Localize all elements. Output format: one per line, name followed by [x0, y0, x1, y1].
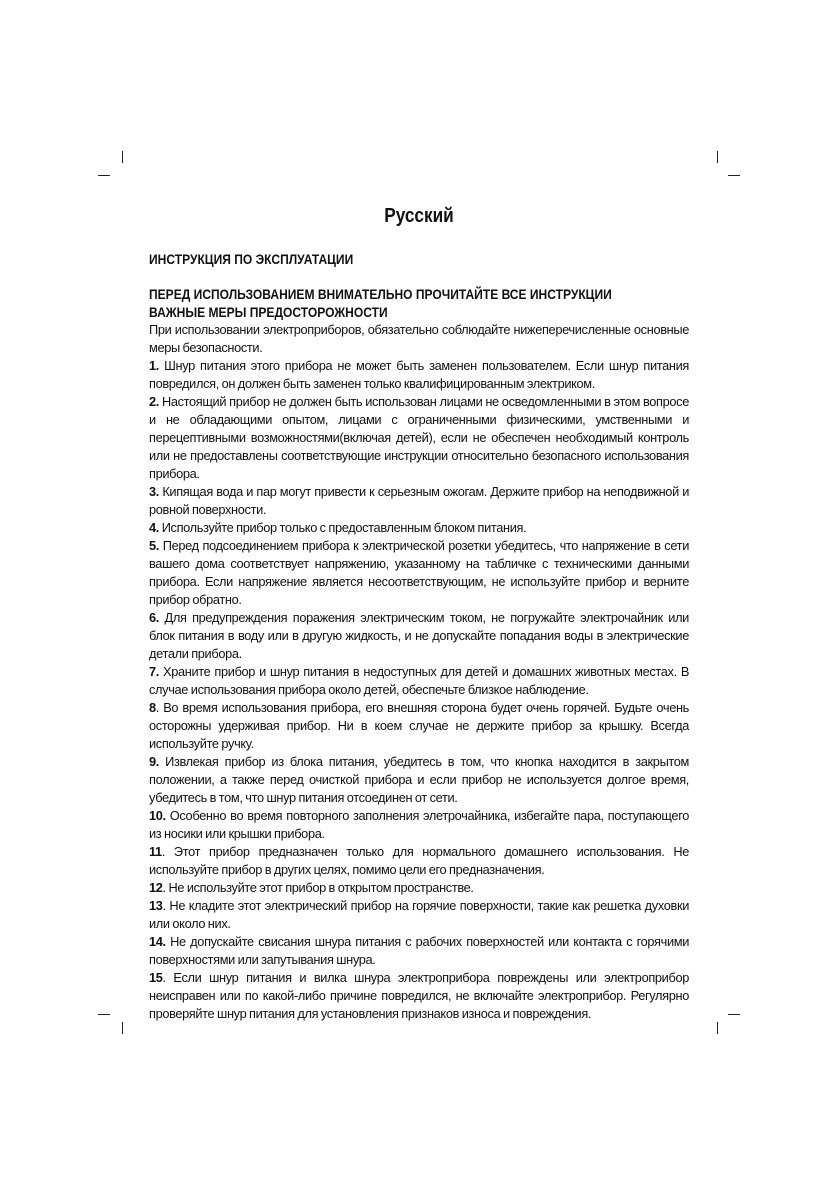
safety-item: [149, 699, 689, 753]
safety-item-number: 6.: [149, 610, 159, 625]
safety-item-number: 5.: [149, 538, 159, 553]
safety-item-number: 15: [149, 970, 163, 985]
safety-item-number: 4.: [149, 520, 159, 535]
crop-mark-bottom-left-horizontal: [98, 1014, 110, 1015]
safety-item-number: 11: [149, 844, 162, 859]
safety-item: [149, 357, 689, 393]
safety-item-number: 7.: [149, 664, 159, 679]
safety-item-number: 3.: [149, 484, 159, 499]
safety-item-number: 1.: [149, 358, 159, 373]
safety-item: [149, 537, 689, 609]
manual-page: [149, 204, 689, 1023]
crop-mark-bottom-right-horizontal: [728, 1014, 740, 1015]
safety-item-number: 2.: [149, 394, 159, 409]
safety-item-number: 8: [149, 700, 156, 715]
safety-item-number: 9.: [149, 754, 159, 769]
safety-item: [149, 807, 689, 843]
safety-item: [149, 843, 689, 879]
safety-item: [149, 897, 689, 933]
safety-item-number: 13: [149, 898, 163, 913]
safety-item-text: Перед подсоединением прибора к электрической розетки убедитесь, что напряжение в сети вашего дома соответствует напряжению, указанному на табличке с техническими данными прибора. Если напряжение является несоответствующим, не используйте прибор и верните прибор обратно.: [149, 538, 689, 607]
safety-item-number: 10.: [149, 808, 166, 823]
safety-item: [149, 393, 689, 483]
safety-item-text: Не допускайте свисания шнура питания с рабочих поверхностей или контакта с горячими поверхностями или запутывания шнура.: [149, 934, 689, 967]
safety-item-text: . Не используйте этот прибор в открытом пространстве.: [162, 880, 474, 895]
safety-item-text: . Если шнур питания и вилка шнура электроприбора повреждены или электроприбор неисправен или по какой-либо причине повредился, не включайте электроприбор. Регулярно проверяйте шнур питания для установления признаков износа и повреждения.: [149, 970, 689, 1021]
safety-items-list: [149, 357, 689, 1023]
safety-item: [149, 933, 689, 969]
language-title: Русский: [384, 205, 454, 227]
safety-item: [149, 519, 689, 537]
crop-mark-top-left-horizontal: [98, 175, 110, 176]
safety-item: [149, 879, 689, 897]
safety-item: [149, 753, 689, 807]
safety-item: [149, 483, 689, 519]
safety-item-text: Используйте прибор только с предоставленным блоком питания.: [158, 520, 527, 535]
safety-item-text: Извлекая прибор из блока питания, убедитесь в том, что кнопка находится в закрытом положении, а также перед очисткой прибора и если прибор не используется долгое время, убедитесь в том, что шнур питания отсоединен от сети.: [149, 754, 689, 805]
crop-mark-top-right-horizontal: [728, 175, 740, 176]
safety-item: [149, 663, 689, 699]
safety-item: [149, 969, 689, 1023]
safeguards-title: ВАЖНЫЕ МЕРЫ ПРЕДОСТОРОЖНОСТИ: [149, 304, 388, 320]
manual-title: ИНСТРУКЦИЯ ПО ЭКСПЛУАТАЦИИ: [149, 251, 354, 267]
crop-mark-bottom-left-vertical: [122, 1022, 123, 1034]
safety-item-text: Шнур питания этого прибора не может быть заменен пользователем. Если шнур питания повредился, он должен быть заменен только квалифицированным электриком.: [149, 358, 689, 391]
crop-mark-top-left-vertical: [122, 151, 123, 163]
safety-item-number: 12: [149, 880, 163, 895]
intro-paragraph: При использовании электроприборов, обязательно соблюдайте нижеперечисленные основные меры безопасности.: [149, 322, 689, 355]
safety-item-text: . Этот прибор предназначен только для нормального домашнего использования. Не используйте прибор в других целях, помимо цели его предназначения.: [149, 844, 689, 877]
safety-item-text: Для предупреждения поражения электрическим током, не погружайте электрочайник или блок питания в воду или в другую жидкость, и не допускайте попадания воды в электрические детали прибора.: [149, 610, 689, 661]
safety-item: [149, 609, 689, 663]
safety-item-text: Храните прибор и шнур питания в недоступных для детей и домашних животных местах. В случае использования прибора около детей, обеспечьте близкое наблюдение.: [149, 664, 689, 697]
crop-mark-top-right-vertical: [717, 151, 718, 163]
safety-item-text: Настоящий прибор не должен быть использован лицами не осведомленными в этом вопросе и не обладающими опытом, лицами с ограниченными физическими, умственными и перецептивными возможностями(включая детей), если не обеспечен необходимый контроль или не предоставлены соответствующие инструкции относительно безопасного использования прибора.: [149, 394, 689, 481]
crop-mark-bottom-right-vertical: [717, 1022, 718, 1034]
safety-item-text: . Не кладите этот электрический прибор на горячие поверхности, такие как решетка духовки или около них.: [149, 898, 689, 931]
safety-item-text: Особенно во время повторного заполнения элетрочайника, избегайте пара, поступающего из носики или крышки прибора.: [149, 808, 689, 841]
safety-item-text: . Во время использования прибора, его внешняя сторона будет очень горячей. Будьте очень осторожны удерживая прибор. Ни в коем случае не держите прибор за крышку. Всегда используйте ручку.: [149, 700, 689, 751]
safety-item-number: 14.: [149, 934, 166, 949]
read-instructions-warning: ПЕРЕД ИСПОЛЬЗОВАНИЕМ ВНИМАТЕЛЬНО ПРОЧИТАЙТЕ ВСЕ ИНСТРУКЦИИ: [149, 286, 612, 302]
safety-item-text: Кипящая вода и пар могут привести к серьезным ожогам. Держите прибор на неподвижной и ровной поверхности.: [149, 484, 689, 517]
